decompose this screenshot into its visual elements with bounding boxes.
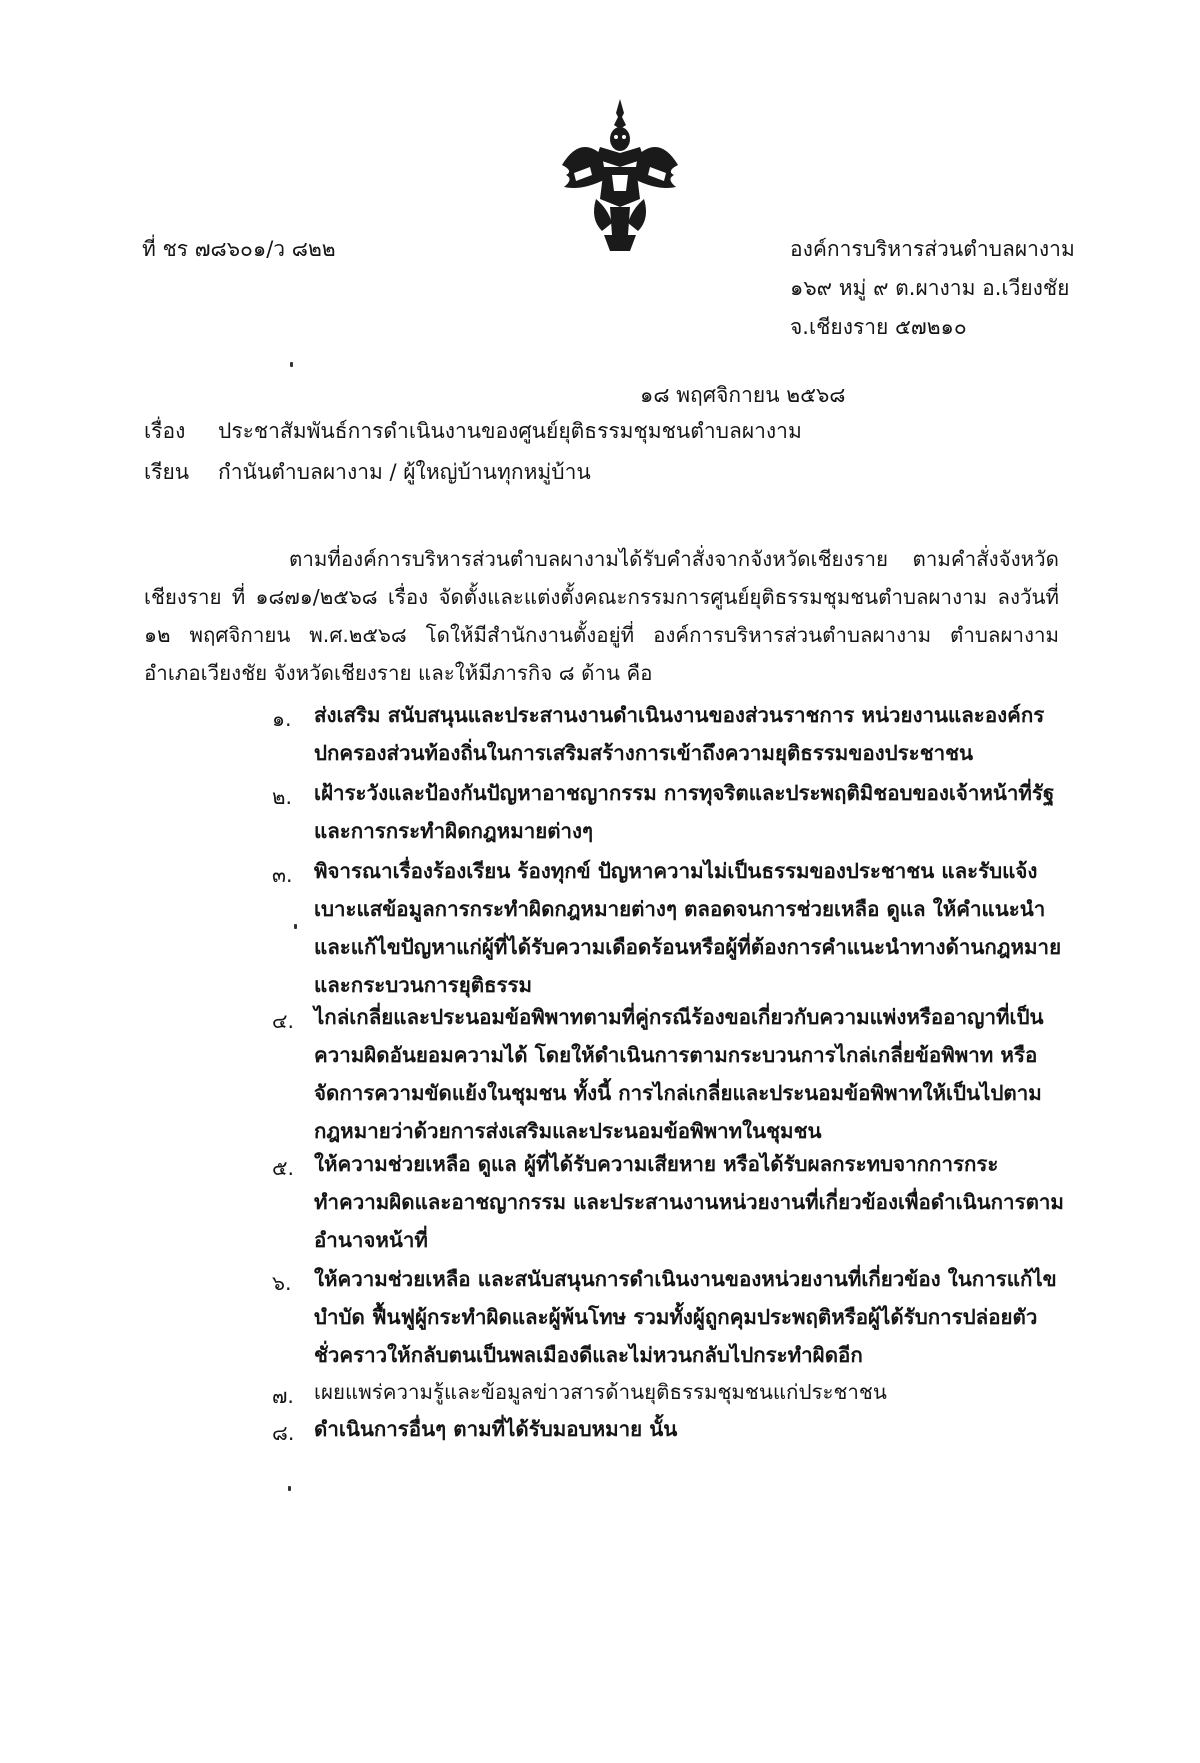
body-paragraph xyxy=(144,540,1059,692)
item-number: ๔. xyxy=(272,1009,295,1033)
subject-label: เรื่อง xyxy=(144,419,186,443)
list-item: ให้ความช่วยเหลือ และสนับสนุนการดำเนินงานของหน่วยงานที่เกี่ยวข้อง ในการแก้ไขบำบัด ฟื้นฟูผู้กระทำผิดและผู้พ้นโทษ รวมทั้งผู้ถูกคุมประพฤติหรือผู้ได้รับการปล่อยตัวชั่วคราวให้กลับตนเป็นพลเมืองดีและไม่หวนกลับไปกระทำผิดอีก xyxy=(314,1267,1057,1367)
to-label: เรียน xyxy=(144,460,190,484)
item-number: ๑. xyxy=(272,707,292,731)
list-item: ไกล่เกลี่ยและประนอมข้อพิพาทตามที่คู่กรณีร้องขอเกี่ยวกับความแพ่งหรืออาญาที่เป็นความผิดอันยอมความได้ โดยให้ดำเนินการตามกระบวนการไกล่เกลี่ยข้อพิพาท หรือจัดการความขัดแย้งในชุมชน ทั้งนี้ การไกล่เกลี่ยและประนอมข้อพิพาทให้เป็นไปตามกฎหมายว่าด้วยการส่งเสริมและประนอมข้อพิพาทในชุมชน xyxy=(314,1005,1044,1143)
scan-speck xyxy=(294,924,297,929)
list-item: พิจารณาเรื่องร้องเรียน ร้องทุกข์ ปัญหาความไม่เป็นธรรมของประชาชน และรับแจ้งเบาะแสข้อมูลการกระทำผิดกฎหมายต่างๆ ตลอดจนการช่วยเหลือ ดูแล ให้คำแนะนำและแก้ไขปัญหาแก่ผู้ที่ได้รับความเดือดร้อนหรือผู้ที่ต้องการคำแนะนำทางด้านกฎหมายและกระบวนการยุติธรรม xyxy=(314,859,1062,997)
item-number: ๖. xyxy=(272,1271,292,1295)
item-number: ๗. xyxy=(272,1384,294,1408)
scan-speck xyxy=(288,1486,291,1491)
list-item: ดำเนินการอื่นๆ ตามที่ได้รับมอบหมาย นั้น xyxy=(314,1417,678,1441)
list-item: เผยแพร่ความรู้และข้อมูลข่าวสารด้านยุติธรรมชุมชนแก่ประชาชน xyxy=(314,1380,887,1404)
reference-number: ที่ ชร ๗๘๖๐๑/ว ๘๒๒ xyxy=(142,237,336,261)
list-item: ให้ความช่วยเหลือ ดูแล ผู้ที่ได้รับความเสียหาย หรือได้รับผลกระทบจากการกระทำความผิดและอาชญากรรม และประสานงานหน่วยงานที่เกี่ยวข้องเพื่อดำเนินการตามอำนาจหน้าที่ xyxy=(314,1152,1064,1252)
organization-name: องค์การบริหารส่วนตำบลผางาม xyxy=(790,237,1075,261)
scan-speck xyxy=(290,362,293,367)
address-line-1: ๑๖๙ หมู่ ๙ ต.ผางาม อ.เวียงชัย xyxy=(790,276,1070,300)
body-paragraph-text: ตามที่องค์การบริหารส่วนตำบลผางามได้รับคำสั่งจากจังหวัดเชียงราย ตามคำสั่งจังหวัดเชียงราย ที่ ๑๘๗๑/๒๕๖๘ เรื่อง จัดตั้งและแต่งตั้งคณะกรรมการศูนย์ยุติธรรมชุมชนตำบลผางาม ลงวันที่ ๑๒ พฤศจิกายน พ.ศ.๒๕๖๘ โดให้มีสำนักงานตั้งอยู่ที่ องค์การบริหารส่วนตำบลผางาม ตำบลผางาม อำเภอเวียงชัย จังหวัดเชียงราย และให้มีภารกิจ ๘ ด้าน คือ xyxy=(144,547,1059,685)
item-number: ๒. xyxy=(272,785,293,809)
address-line-2: จ.เชียงราย ๕๗๒๑๐ xyxy=(790,315,967,339)
item-number: ๘. xyxy=(272,1421,295,1445)
subject-text: ประชาสัมพันธ์การดำเนินงานของศูนย์ยุติธรรมชุมชนตำบลผางาม xyxy=(218,419,802,443)
list-item: ส่งเสริม สนับสนุนและประสานงานดำเนินงานของส่วนราชการ หน่วยงานและองค์กรปกครองส่วนท้องถิ่นในการเสริมสร้างการเข้าถึงความยุติธรรมของประชาชน xyxy=(314,703,1045,765)
to-text: กำนันตำบลผางาม / ผู้ใหญ่บ้านทุกหมู่บ้าน xyxy=(218,460,591,484)
letter-date: ๑๘ พฤศจิกายน ๒๕๖๘ xyxy=(640,383,846,407)
item-number: ๕. xyxy=(272,1156,295,1180)
list-item: เฝ้าระวังและป้องกันปัญหาอาชญากรรม การทุจริตและประพฤติมิชอบของเจ้าหน้าที่รัฐและการกระทำผิดกฎหมายต่างๆ xyxy=(314,781,1055,843)
item-number: ๓. xyxy=(272,863,293,887)
garuda-emblem-icon xyxy=(560,95,680,255)
